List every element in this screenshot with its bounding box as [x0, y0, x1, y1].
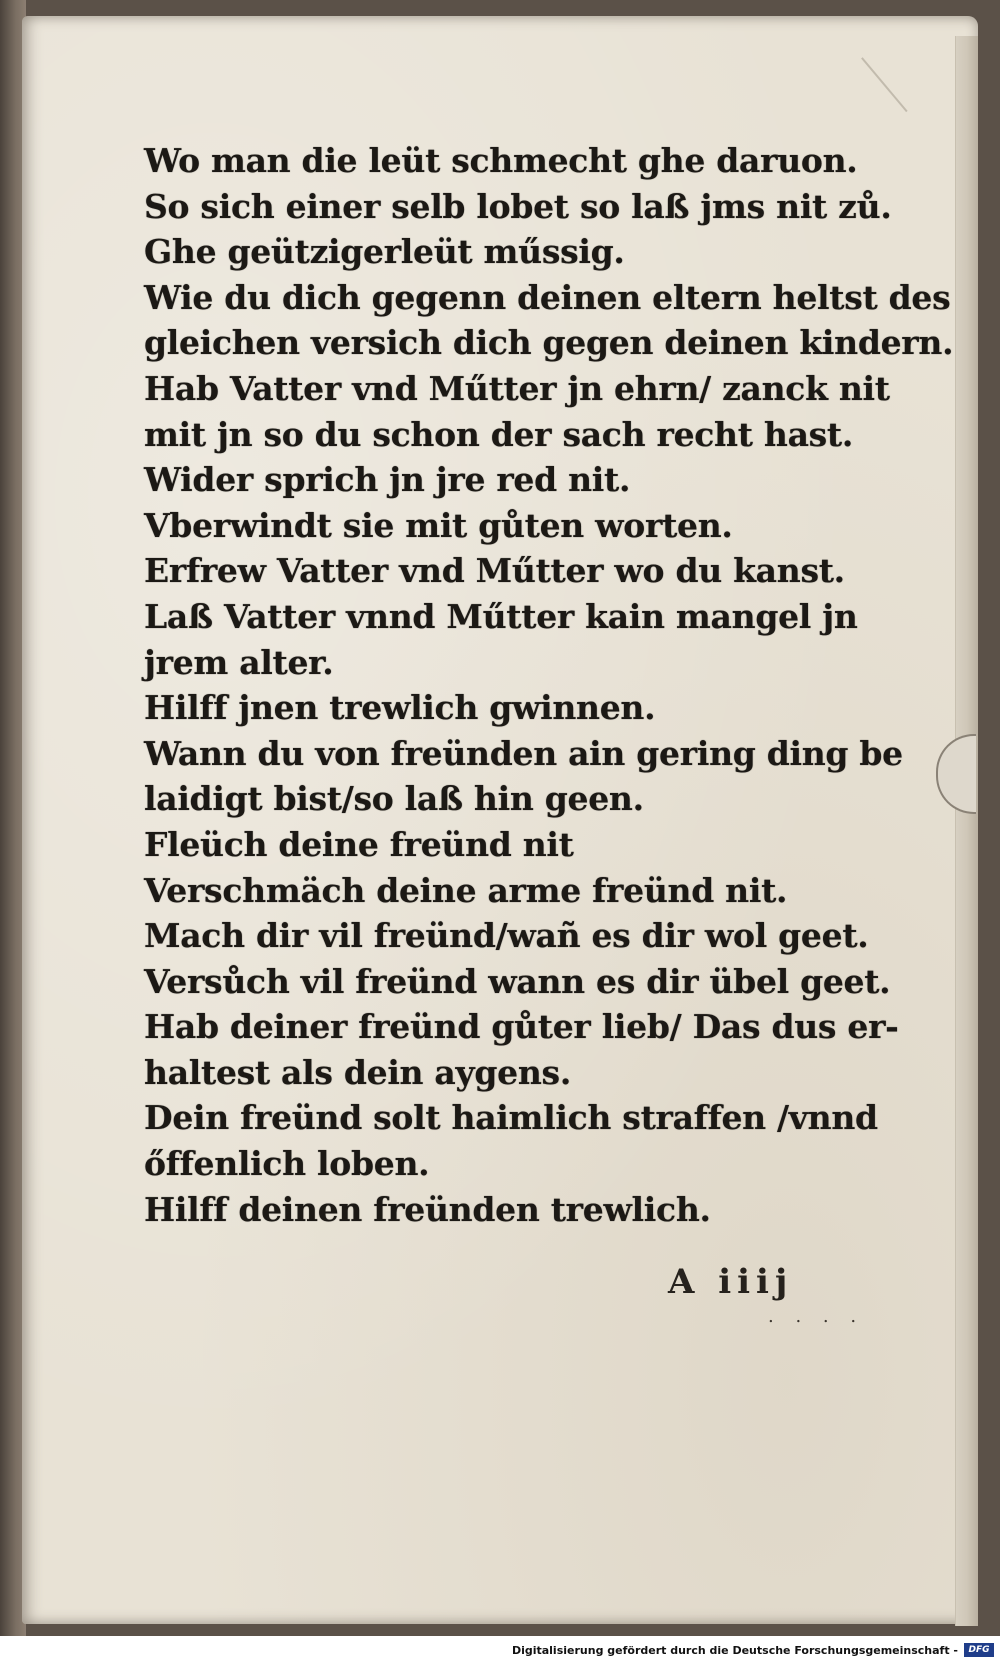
text-line: Mach dir vil freünd/wañ es dir wol geet. — [144, 916, 869, 956]
text-line: őffenlich loben. — [144, 1144, 430, 1184]
text-line: So sich einer selb lobet so laß jms nit zů. — [144, 186, 892, 226]
text-line: Fleüch deine freünd nit — [144, 824, 574, 864]
text-block — [144, 138, 954, 1232]
text-line: Wider sprich jn jre red nit. — [144, 460, 631, 500]
text-line: laidigt bist/so laß hin geen. — [144, 779, 644, 819]
text-line: Hilff jnen trewlich gwinnen. — [144, 688, 656, 728]
text-line: Verschmäch deine arme freünd nit. — [144, 870, 788, 910]
signature-mark: A iiij — [668, 1262, 794, 1302]
text-line: haltest als dein aygens. — [144, 1052, 572, 1092]
text-line: Wo man die leüt schmecht ghe daruon. — [144, 141, 858, 180]
text-line: Hab Vatter vnd Műtter jn ehrn/ zanck nit — [144, 368, 890, 408]
text-line: Versůch vil freünd wann es dir übel geet. — [144, 961, 891, 1001]
text-line: jrem alter. — [144, 642, 334, 682]
page-corner-fold — [861, 6, 969, 112]
dfg-logo-icon: DFG — [964, 1643, 994, 1657]
text-line: Erfrew Vatter vnd Műtter wo du kanst. — [144, 551, 845, 591]
text-line: Dein freünd solt haimlich straffen /vnnd — [144, 1098, 878, 1138]
page-stack-edge — [955, 36, 978, 1626]
page-tab-clip — [936, 734, 976, 814]
text-line: mit jn so du schon der sach recht hast. — [144, 414, 854, 454]
footer-credit-text: Digitalisierung gefördert durch die Deutsche Forschungsgemeinschaft - — [511, 1644, 958, 1657]
text-line: Laß Vatter vnnd Műtter kain mangel jn — [144, 596, 858, 636]
text-line: Wann du von freünden ain gering ding be — [144, 733, 903, 773]
text-line: Vberwindt sie mit gůten worten. — [144, 505, 733, 545]
text-line: gleichen versich dich gegen deinen kindern. — [144, 323, 954, 363]
text-line: Hilff deinen freünden trewlich. — [144, 1189, 711, 1229]
text-line: Ghe geützigerleüt műssig. — [144, 232, 625, 272]
footer-bar — [0, 1636, 1000, 1664]
decorative-dots: . . . . — [768, 1306, 865, 1327]
text-line: Hab deiner freünd gůter lieb/ Das dus er- — [144, 1007, 899, 1047]
text-line: Wie du dich gegenn deinen eltern heltst des — [144, 277, 951, 317]
